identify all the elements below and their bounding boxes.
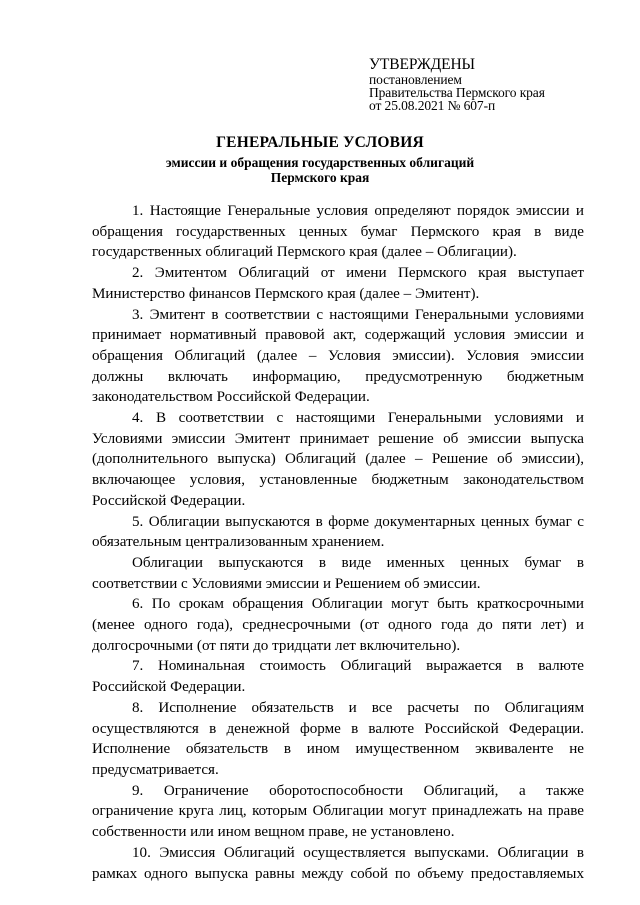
paragraph-9: 9. Ограничение оборотоспособности Облигаций, а также ограничение круга лиц, которым Облигации могут принадлежать на праве собственности или ином вещном праве, не установлено. xyxy=(92,782,584,841)
approval-block xyxy=(369,56,545,112)
paragraph-8: 8. Исполнение обязательств и все расчеты по Облигациям осуществляются в денежной форме в валюте Российской Федерации. Исполнение обязательств в ином имущественном эквиваленте не предусматривается. xyxy=(92,699,584,778)
document-subtitle xyxy=(0,155,640,185)
paragraph-2: 2. Эмитентом Облигаций от имени Пермского края выступает Министерство финансов Пермского края (далее – Эмитент). xyxy=(92,265,584,302)
document-subtitle-line-2: Пермского края xyxy=(270,170,370,185)
paragraph-4: 4. В соответствии с настоящими Генеральными условиями и Условиями эмиссии Эмитент принимает решение об эмиссии выпуска (дополнительного выпуска) Облигаций (далее – Решение об эмиссии), включающее условия, установленные бюджетным законодательством Российской Федерации. xyxy=(92,410,584,509)
document-title: ГЕНЕРАЛЬНЫЕ УСЛОВИЯ xyxy=(216,134,424,151)
paragraph-5-continued: Облигации выпускаются в виде именных ценных бумаг в соответствии с Условиями эмиссии и Решением об эмиссии. xyxy=(92,554,584,592)
approval-line-1: постановлением xyxy=(369,72,462,87)
paragraph-7: 7. Номинальная стоимость Облигаций выражается в валюте Российской Федерации. xyxy=(92,658,584,696)
paragraph-6: 6. По срокам обращения Облигации могут быть краткосрочными (менее одного года), среднесрочными (от одного года до пяти лет) и долгосрочными (от пяти до тридцати лет включительно). xyxy=(92,596,584,654)
approval-line-2: Правительства Пермского края xyxy=(369,85,545,100)
paragraph-5: 5. Облигации выпускаются в форме документарных ценных бумаг с обязательным централизованным хранением. xyxy=(92,513,584,551)
approval-line-3: от 25.08.2021 № 607-п xyxy=(369,98,496,113)
document-subtitle-line-1: эмиссии и обращения государственных облигаций xyxy=(165,155,475,170)
document-body xyxy=(92,201,584,884)
approval-heading: УТВЕРЖДЕНЫ xyxy=(369,56,475,73)
paragraph-10: 10. Эмиссия Облигаций осуществляется выпусками. Облигации в рамках одного выпуска равны между собой по объему предоставляемых xyxy=(92,844,584,882)
paragraph-1: 1. Настоящие Генеральные условия определяют порядок эмиссии и обращения государственных ценных бумаг Пермского края в виде государственных облигаций Пермского края (далее – Облигации). xyxy=(92,203,584,261)
paragraph-3: 3. Эмитент в соответствии с настоящими Генеральными условиями принимает нормативный правовой акт, содержащий условия эмиссии и обращения Облигаций (далее – Условия эмиссии). Условия эмиссии должны включать информацию, предусмотренную бюджетным законодательством Российской Федерации. xyxy=(92,306,584,406)
